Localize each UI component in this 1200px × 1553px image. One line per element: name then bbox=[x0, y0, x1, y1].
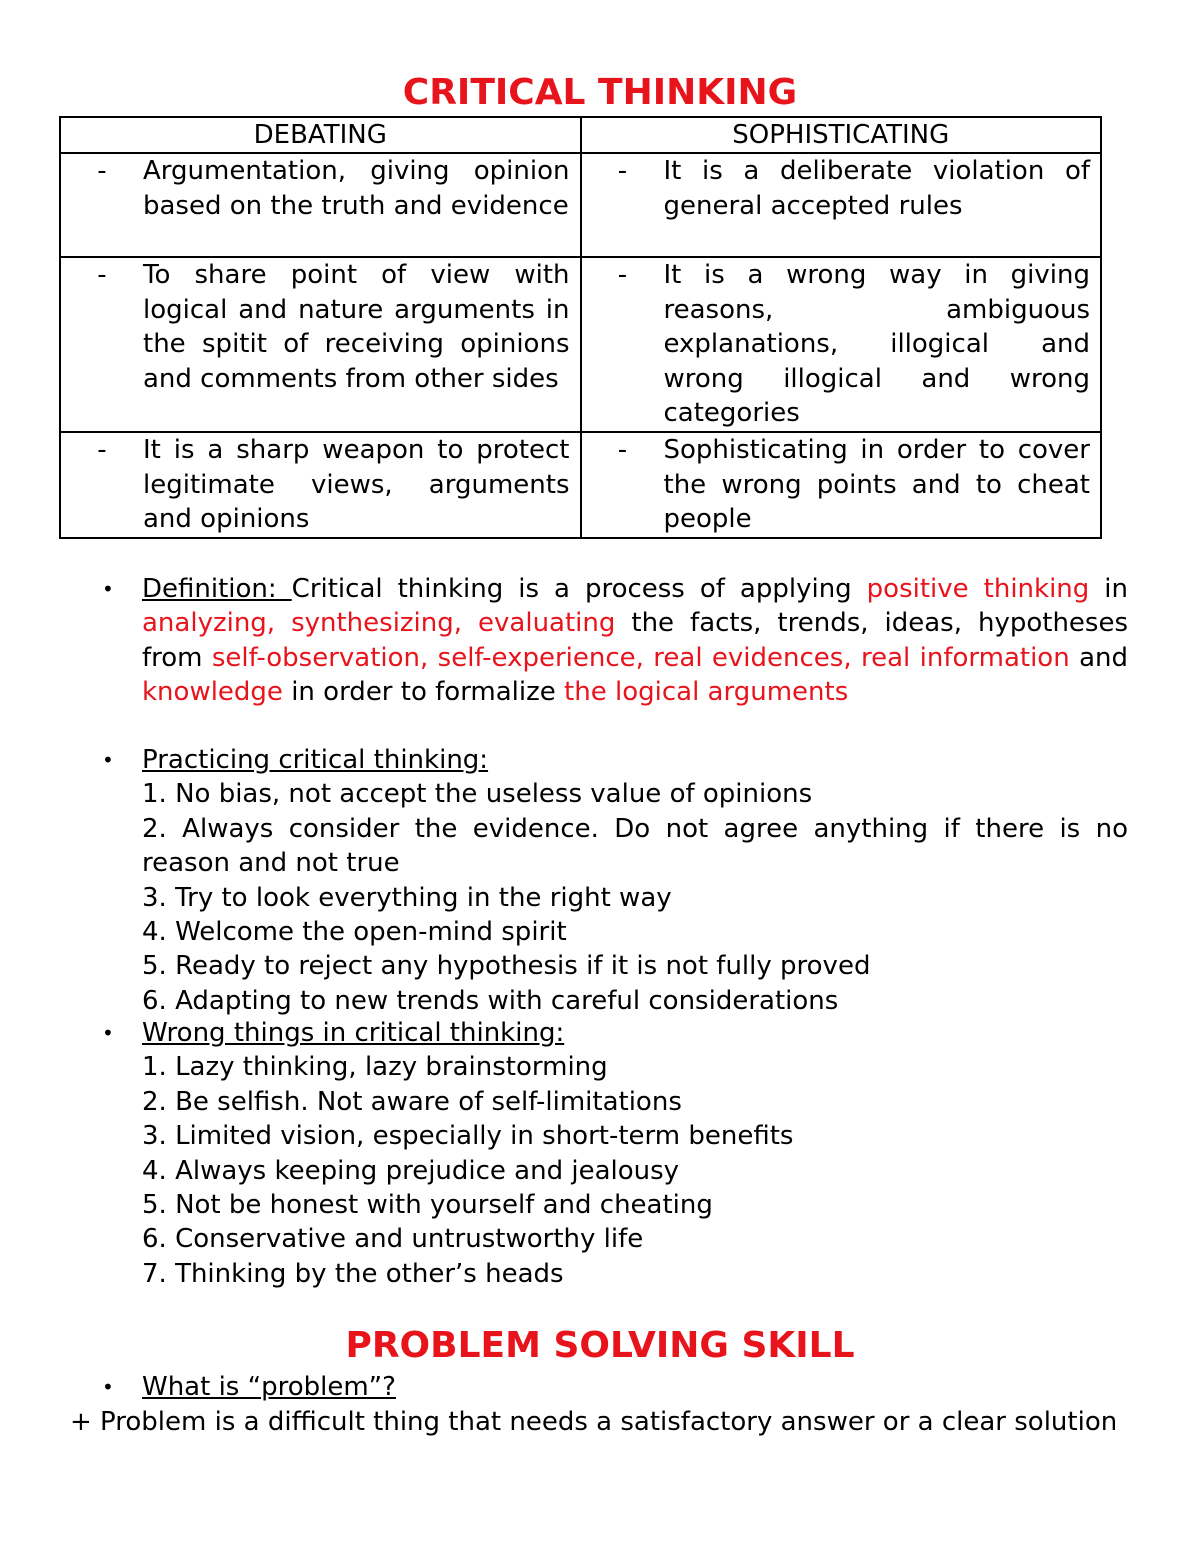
list-item: 3. Try to look everything in the right way bbox=[142, 882, 672, 913]
practicing-section bbox=[142, 743, 1128, 1018]
section-title: PROBLEM SOLVING SKILL bbox=[345, 1325, 855, 1366]
cell-text: Argumentation, giving opinion based on the truth and evidence bbox=[143, 156, 570, 221]
definition-text: the facts, trends, ideas, hypotheses from bbox=[142, 608, 1129, 673]
bullet-icon: • bbox=[102, 748, 114, 772]
dash-marker: - bbox=[97, 435, 107, 465]
table-row bbox=[60, 153, 1101, 257]
problem-answer: + Problem is a difficult thing that needs a satisfactory answer or a clear solution bbox=[70, 1407, 1118, 1437]
definition-text: Critical thinking is a process of applying bbox=[291, 574, 867, 604]
list-item: 3. Limited vision, especially in short-term benefits bbox=[142, 1121, 794, 1152]
definition-text: in order to formalize bbox=[282, 677, 565, 708]
section-heading: Practicing critical thinking: bbox=[142, 745, 489, 775]
cell-text: To share point of view with logical and nature arguments in the spitit of receiving opinions and comments from other sides bbox=[143, 260, 570, 394]
list-item: 6. Adapting to new trends with careful considerations bbox=[142, 985, 839, 1016]
definition-highlight: positive thinking bbox=[866, 574, 1090, 604]
definition-highlight: knowledge bbox=[142, 677, 283, 708]
comparison-table bbox=[59, 116, 1102, 539]
list-item: 4. Welcome the open-mind spirit bbox=[142, 917, 567, 948]
cell-text: It is a wrong way in giving reasons, ambiguous explanations, illogical and wrong illogical and wrong categories bbox=[663, 260, 1090, 428]
definition-text: and bbox=[1069, 642, 1128, 673]
list-item: 5. Not be honest with yourself and cheating bbox=[142, 1190, 713, 1221]
cell-text: It is a sharp weapon to protect legitimate views, arguments and opinions bbox=[143, 435, 570, 534]
dash-marker: - bbox=[617, 156, 628, 186]
table-cell bbox=[581, 257, 1102, 432]
page-title: CRITICAL THINKING bbox=[402, 72, 798, 113]
definition-paragraph bbox=[142, 572, 1128, 710]
list-item: 6. Conservative and untrustworthy life bbox=[142, 1224, 644, 1255]
section-heading: Wrong things in critical thinking: bbox=[142, 1018, 565, 1048]
wrong-things-section bbox=[142, 1016, 1128, 1291]
list-item: 1. No bias, not accept the useless value of opinions bbox=[142, 779, 813, 810]
bullet-icon: • bbox=[102, 577, 114, 601]
section-heading: What is “problem”? bbox=[142, 1372, 396, 1402]
bullet-icon: • bbox=[102, 1021, 114, 1045]
table-cell bbox=[60, 432, 581, 538]
definition-label: Definition: bbox=[142, 574, 292, 604]
dash-marker: - bbox=[617, 435, 628, 465]
definition-highlight: the logical arguments bbox=[564, 677, 849, 708]
list-item: 7. Thinking by the other’s heads bbox=[142, 1258, 564, 1289]
table-cell bbox=[60, 257, 581, 432]
problem-heading bbox=[142, 1370, 1128, 1404]
definition-highlight: self-observation, self-experience, real evidences, real information bbox=[211, 642, 1070, 673]
definition-text: in bbox=[1089, 574, 1128, 604]
dash-marker: - bbox=[617, 260, 628, 290]
list-item: 1. Lazy thinking, lazy brainstorming bbox=[142, 1052, 608, 1083]
table-header-row bbox=[60, 117, 1101, 153]
cell-text: Sophisticating in order to cover the wrong points and to cheat people bbox=[663, 435, 1090, 534]
table-header: SOPHISTICATING bbox=[581, 117, 1102, 153]
table-header: DEBATING bbox=[60, 117, 581, 153]
dash-marker: - bbox=[97, 156, 107, 186]
list-item: 5. Ready to reject any hypothesis if it is not fully proved bbox=[142, 951, 871, 982]
list-item: 2. Always consider the evidence. Do not agree anything if there is no reason and not true bbox=[142, 813, 1128, 879]
bullet-icon: • bbox=[102, 1375, 114, 1399]
table-row bbox=[60, 432, 1101, 538]
cell-text: It is a deliberate violation of general accepted rules bbox=[663, 156, 1090, 221]
dash-marker: - bbox=[97, 260, 107, 290]
list-item: 2. Be selfish. Not aware of self-limitations bbox=[142, 1086, 682, 1117]
table-row bbox=[60, 257, 1101, 432]
list-item: 4. Always keeping prejudice and jealousy bbox=[142, 1155, 680, 1186]
table-cell bbox=[60, 153, 581, 257]
table-cell bbox=[581, 153, 1102, 257]
table-cell bbox=[581, 432, 1102, 538]
definition-highlight: analyzing, synthesizing, evaluating bbox=[142, 608, 616, 639]
